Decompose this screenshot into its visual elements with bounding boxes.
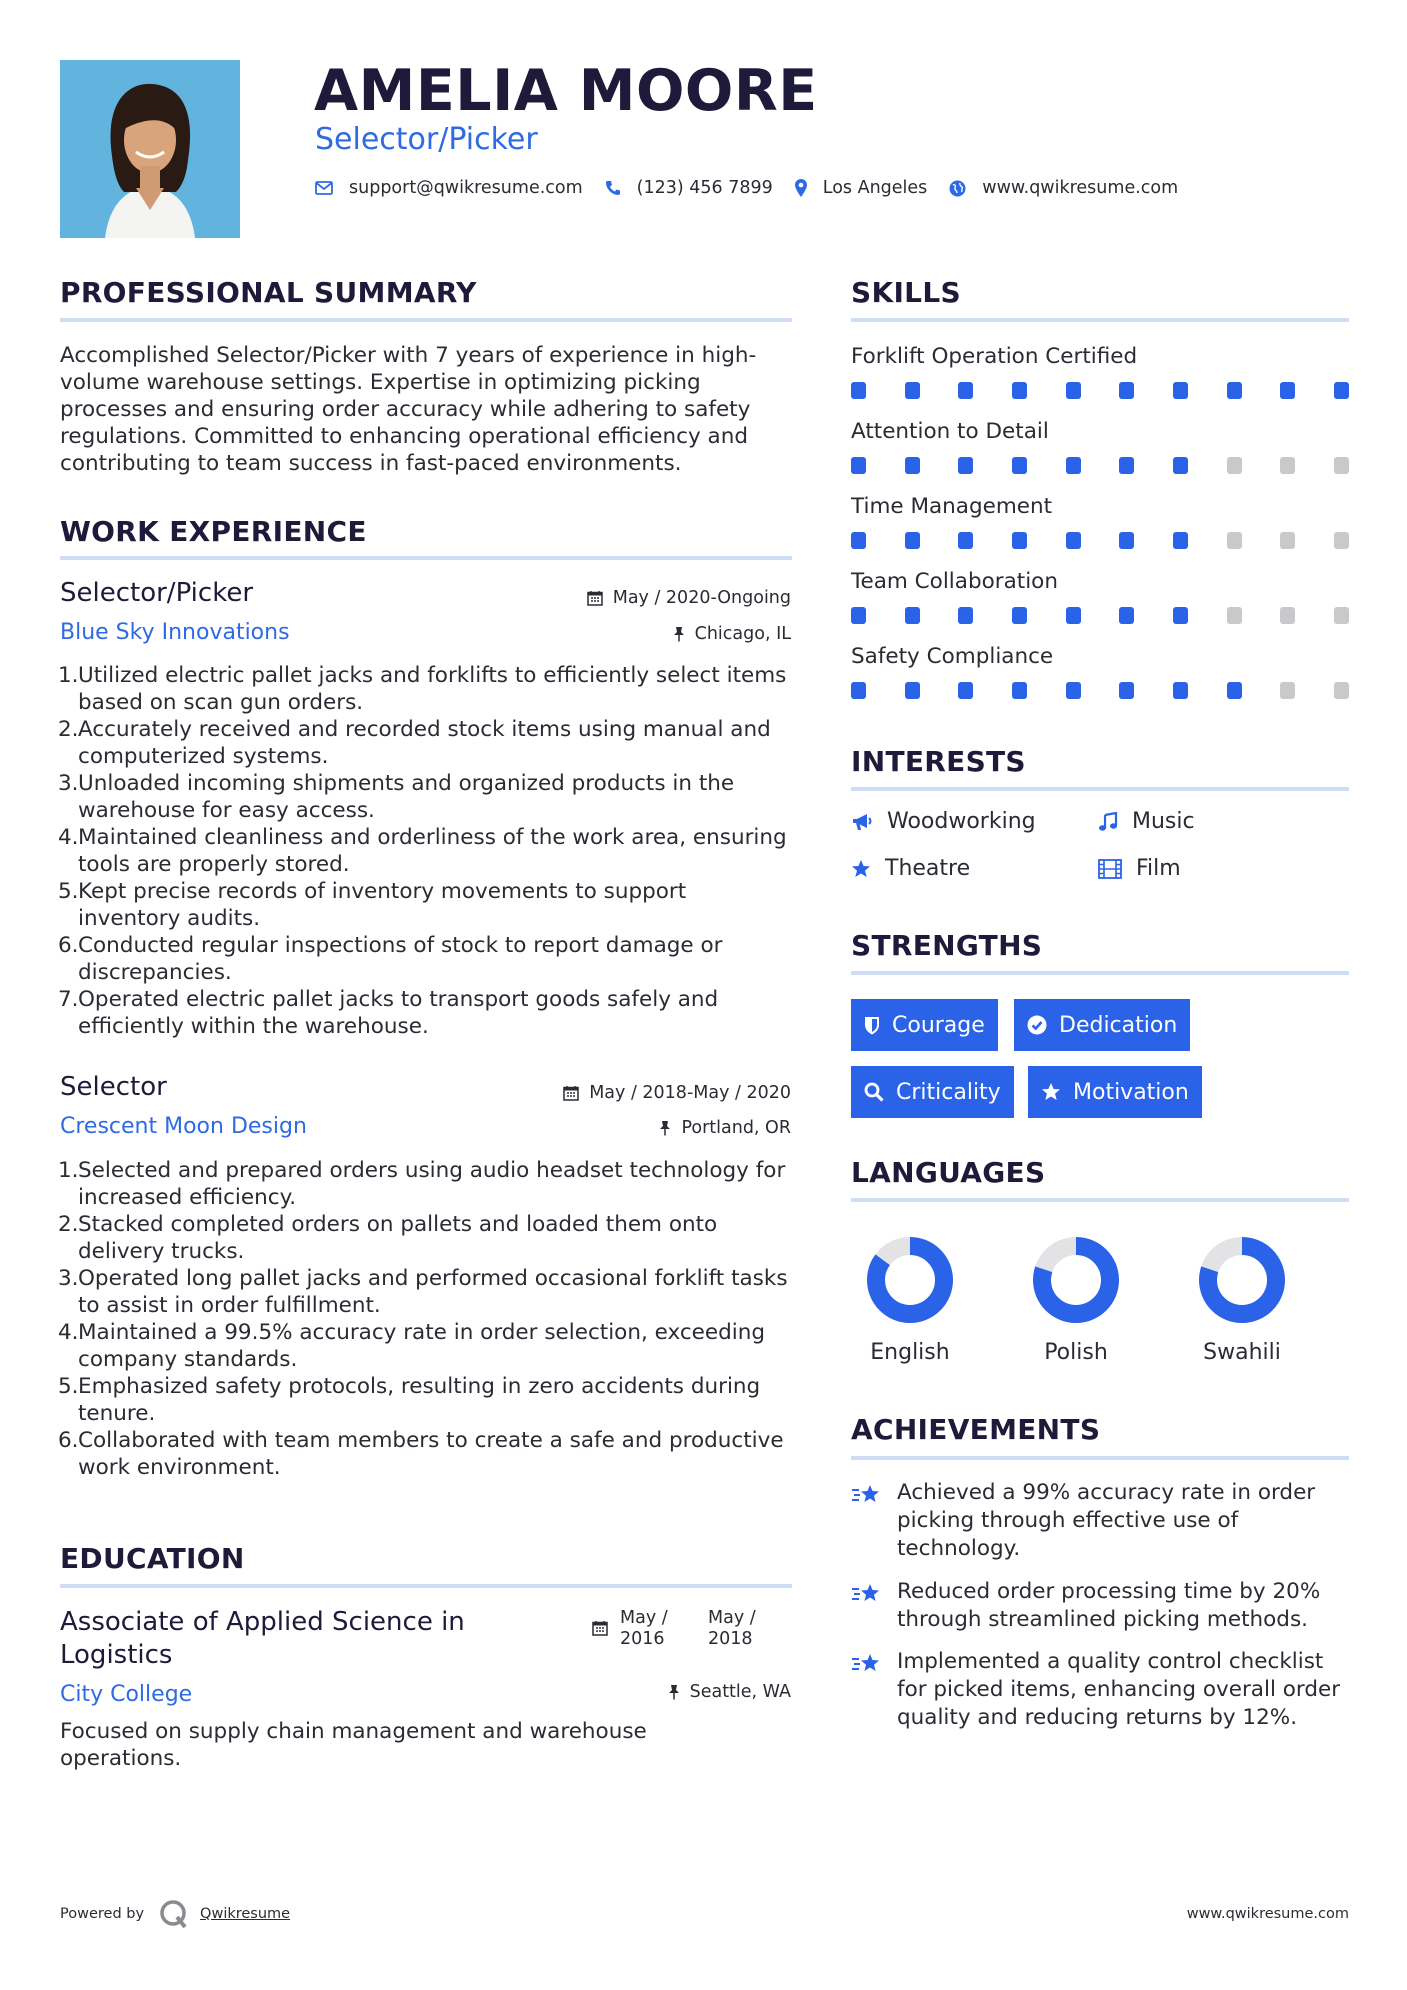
skill-dot-filled: [958, 607, 973, 624]
skill-dot-filled: [1066, 457, 1081, 474]
skill-dot-empty: [1280, 457, 1295, 474]
job-dates-text: May / 2020-Ongoing: [612, 588, 791, 608]
skill-dot-empty: [1334, 607, 1349, 624]
skill-dot-filled: [1173, 457, 1188, 474]
skill-dot-filled: [1012, 382, 1027, 399]
achievement-item: Implemented a quality control checklist for picked items, enhancing overall order quality and reducing returns by 12%.: [851, 1648, 1351, 1732]
calendar-icon: [592, 1620, 608, 1636]
skill-dot-filled: [1012, 607, 1027, 624]
interests-heading: INTERESTS: [851, 745, 1026, 778]
website-text: www.qwikresume.com: [982, 178, 1179, 198]
skill-name: Safety Compliance: [851, 644, 1054, 669]
achievement-item: Achieved a 99% accuracy rate in order picking through effective use of technology.: [851, 1479, 1351, 1563]
envelope-icon: [315, 181, 333, 195]
language-name: Swahili: [1203, 1340, 1281, 1365]
star-icon: [851, 859, 871, 879]
duty-item: 3. Operated long pallet jacks and performed occasional forklift tasks to assist in order fulfillment.: [58, 1266, 788, 1318]
duty-item: 2. Stacked completed orders on pallets and loaded them onto delivery trucks.: [58, 1212, 718, 1264]
language-item: [1016, 1236, 1136, 1365]
pushpin-icon: [673, 626, 685, 642]
music-icon: [1098, 812, 1118, 832]
duty-item: 1. Selected and prepared orders using audio headset technology for increased efficiency.: [58, 1158, 786, 1210]
interest-theatre: Theatre: [851, 856, 970, 881]
skill-dot-filled: [851, 532, 866, 549]
skill-dot-filled: [958, 682, 973, 699]
phone-icon: [605, 180, 621, 196]
job-dates: [563, 1083, 791, 1103]
interests-rule: [851, 787, 1349, 791]
skill-dot-filled: [905, 532, 920, 549]
job-duties: [60, 1157, 792, 1481]
skill-dot-filled: [905, 382, 920, 399]
skill-dot-filled: [905, 457, 920, 474]
skill-name: Time Management: [851, 494, 1053, 519]
shooting-star-icon: [851, 1582, 883, 1608]
skill-dot-filled: [1173, 607, 1188, 624]
job-duties: [60, 662, 792, 1040]
skill-dot-filled: [851, 607, 866, 624]
language-proficiency-ring: [1198, 1236, 1286, 1324]
education-dates: [592, 1608, 768, 1650]
strength-badge-criticality: Criticality: [851, 1066, 1014, 1118]
star-icon: [1041, 1082, 1061, 1102]
achievement-item: Reduced order processing time by 20% through streamlined picking methods.: [851, 1578, 1351, 1634]
language-item: [1182, 1236, 1302, 1365]
skill-dot-filled: [1119, 382, 1134, 399]
skill-dot-filled: [851, 457, 866, 474]
skill-name: Team Collaboration: [851, 569, 1058, 594]
job-dates: [587, 588, 791, 608]
skill-dot-filled: [1227, 382, 1242, 399]
duty-item: 7. Operated electric pallet jacks to transport goods safely and efficiently within the warehouse.: [58, 987, 719, 1039]
skill-rating: [851, 532, 1349, 549]
candidate-name: AMELIA MOORE: [314, 58, 818, 124]
calendar-icon: [587, 590, 603, 606]
skill-dot-filled: [1119, 682, 1134, 699]
language-item: [850, 1236, 970, 1365]
skill-rating: [851, 382, 1349, 399]
education-rule: [60, 1584, 792, 1588]
job-dates-text: May / 2018-May / 2020: [589, 1083, 791, 1103]
bullhorn-icon: [851, 812, 873, 832]
skills-rule: [851, 318, 1349, 322]
language-name: English: [870, 1340, 950, 1365]
language-proficiency-ring: [1032, 1236, 1120, 1324]
skill-dot-empty: [1280, 532, 1295, 549]
skill-dot-filled: [1119, 457, 1134, 474]
calendar-icon: [563, 1085, 579, 1101]
strength-badge-courage: Courage: [851, 999, 998, 1051]
achievements-heading: ACHIEVEMENTS: [851, 1413, 1101, 1446]
skill-rating: [851, 607, 1349, 624]
language-proficiency-ring: [866, 1236, 954, 1324]
experience-rule: [60, 556, 792, 560]
qwikresume-logo-icon: [158, 1898, 190, 1930]
languages-rule: [851, 1198, 1349, 1202]
summary-text: Accomplished Selector/Picker with 7 years of experience in high-volume warehouse settings. Expertise in optimizing picking processes and ensuring order accuracy while adhering to safety regulations. Committed to enhancing operational efficiency and contributing to team success in fast-paced environments.: [60, 343, 757, 476]
skill-dot-filled: [1066, 532, 1081, 549]
search-icon: [864, 1082, 884, 1102]
skill-dot-filled: [1173, 532, 1188, 549]
skill-dot-empty: [1227, 532, 1242, 549]
strengths-heading: STRENGTHS: [851, 929, 1043, 962]
duty-item: 4. Maintained cleanliness and orderliness of the work area, ensuring tools are properly stored.: [58, 825, 787, 877]
interest-film: Film: [1098, 856, 1181, 881]
education-heading: EDUCATION: [60, 1542, 245, 1575]
strength-badge-dedication: Dedication: [1014, 999, 1190, 1051]
interest-woodworking: Woodworking: [851, 809, 1036, 834]
job-title: Selector: [60, 1072, 167, 1102]
skill-rating: [851, 682, 1349, 699]
job-location-text: Chicago, IL: [694, 624, 791, 644]
skill-dot-filled: [958, 457, 973, 474]
education-start: May / 2016: [620, 1608, 668, 1649]
check-circle-icon: [1027, 1015, 1047, 1035]
degree-title: Associate of Applied Science in Logistics: [60, 1607, 465, 1670]
shield-icon: [864, 1016, 880, 1035]
skill-dot-empty: [1227, 607, 1242, 624]
duty-item: 5. Emphasized safety protocols, resulting in zero accidents during tenure.: [58, 1374, 761, 1426]
profile-photo: [60, 60, 240, 238]
job-location: [659, 1118, 791, 1138]
film-icon: [1098, 859, 1122, 879]
experience-heading: WORK EXPERIENCE: [60, 515, 367, 548]
languages-heading: LANGUAGES: [851, 1156, 1046, 1189]
contact-location: [795, 178, 928, 198]
skill-dot-filled: [958, 532, 973, 549]
duty-item: 6. Collaborated with team members to create a safe and productive work environment.: [58, 1428, 784, 1480]
globe-icon: [949, 180, 966, 197]
skill-dot-filled: [905, 607, 920, 624]
skill-dot-filled: [1066, 607, 1081, 624]
skill-rating: [851, 457, 1349, 474]
skill-dot-filled: [958, 382, 973, 399]
skill-dot-filled: [1119, 607, 1134, 624]
phone-text: (123) 456 7899: [636, 178, 773, 198]
footer-brand-link[interactable]: Qwikresume: [200, 1906, 291, 1922]
pushpin-icon: [659, 1120, 671, 1136]
skill-dot-filled: [1066, 382, 1081, 399]
interest-music: Music: [1098, 809, 1195, 834]
skill-dot-filled: [1012, 457, 1027, 474]
contact-email[interactable]: [315, 178, 583, 198]
skill-dot-filled: [1066, 682, 1081, 699]
skill-dot-empty: [1280, 682, 1295, 699]
skill-name: Attention to Detail: [851, 419, 1049, 444]
education-description: Focused on supply chain management and warehouse operations.: [60, 1719, 647, 1771]
skill-dot-empty: [1280, 607, 1295, 624]
job-company[interactable]: Blue Sky Innovations: [60, 620, 290, 645]
location-text: Los Angeles: [822, 178, 928, 198]
education-location: [668, 1682, 791, 1702]
skill-dot-filled: [1280, 382, 1295, 399]
contact-bar: [315, 178, 1200, 198]
skill-dot-filled: [905, 682, 920, 699]
shooting-star-icon: [851, 1652, 883, 1678]
skill-dot-filled: [851, 682, 866, 699]
email-text: support@qwikresume.com: [349, 178, 583, 198]
candidate-title: Selector/Picker: [315, 122, 538, 157]
duty-item: 1. Utilized electric pallet jacks and forklifts to efficiently select items based on scan gun orders.: [58, 663, 787, 715]
skill-dot-filled: [1119, 532, 1134, 549]
job-title: Selector/Picker: [60, 578, 254, 608]
contact-website[interactable]: [949, 178, 1178, 198]
strengths-rule: [851, 971, 1349, 975]
duty-item: 2. Accurately received and recorded stock items using manual and computerized systems.: [58, 717, 771, 769]
skill-dot-filled: [1012, 682, 1027, 699]
school-name[interactable]: City College: [60, 1682, 193, 1707]
strength-badge-motivation: Motivation: [1028, 1066, 1202, 1118]
job-location: [673, 624, 791, 644]
duty-item: 6. Conducted regular inspections of stock to report damage or discrepancies.: [58, 933, 723, 985]
duty-item: 4. Maintained a 99.5% accuracy rate in order selection, exceeding company standards.: [58, 1320, 765, 1372]
skill-dot-empty: [1334, 532, 1349, 549]
achievements-rule: [851, 1456, 1349, 1460]
powered-by-text: Powered by: [60, 1906, 145, 1922]
footer-url[interactable]: www.qwikresume.com: [1186, 1906, 1349, 1922]
skill-dot-filled: [851, 382, 866, 399]
duty-item: 3. Unloaded incoming shipments and organized products in the warehouse for easy access.: [58, 771, 735, 823]
job-location-text: Portland, OR: [681, 1118, 791, 1138]
education-end: May / 2018: [708, 1608, 756, 1649]
skill-dot-filled: [1227, 682, 1242, 699]
skill-name: Forklift Operation Certified: [851, 344, 1138, 369]
skill-dot-filled: [1334, 382, 1349, 399]
skill-dot-filled: [1173, 382, 1188, 399]
skill-dot-empty: [1227, 457, 1242, 474]
summary-heading: PROFESSIONAL SUMMARY: [60, 276, 477, 309]
skill-dot-empty: [1334, 682, 1349, 699]
skill-dot-filled: [1012, 532, 1027, 549]
language-name: Polish: [1044, 1340, 1108, 1365]
shooting-star-icon: [851, 1483, 883, 1509]
education-location-text: Seattle, WA: [689, 1682, 791, 1702]
footer-powered-by: [60, 1898, 290, 1930]
map-pin-icon: [795, 179, 807, 197]
contact-phone[interactable]: [605, 178, 773, 198]
duty-item: 5. Kept precise records of inventory movements to support inventory audits.: [58, 879, 687, 931]
job-company[interactable]: Crescent Moon Design: [60, 1114, 307, 1139]
summary-rule: [60, 318, 792, 322]
skill-dot-empty: [1334, 457, 1349, 474]
skill-dot-filled: [1173, 682, 1188, 699]
pushpin-icon: [668, 1684, 680, 1700]
skills-heading: SKILLS: [851, 276, 961, 309]
